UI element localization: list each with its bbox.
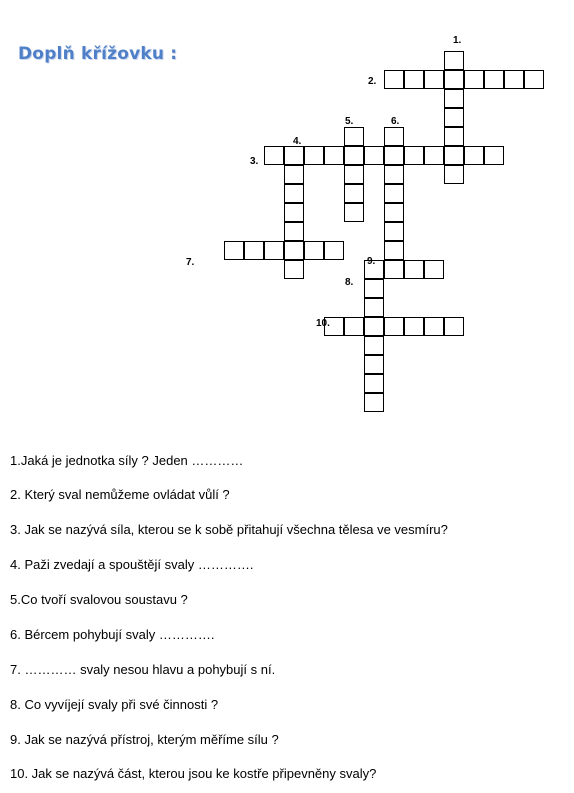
crossword-cell[interactable] <box>444 89 464 108</box>
crossword-cell[interactable] <box>524 70 544 89</box>
crossword-cell[interactable] <box>444 127 464 146</box>
crossword-cell[interactable] <box>404 260 424 279</box>
crossword-cell[interactable] <box>364 317 384 336</box>
crossword-cell[interactable] <box>224 241 244 260</box>
crossword-cell[interactable] <box>284 165 304 184</box>
crossword-cell[interactable] <box>264 241 284 260</box>
question-10: 10. Jak se nazývá část, kterou jsou ke kostře připevněny svaly? <box>10 766 377 781</box>
crossword-cell[interactable] <box>484 146 504 165</box>
crossword-cell[interactable] <box>444 51 464 70</box>
question-4: 4. Paži zvedají a spouštějí svaly …………. <box>10 557 254 572</box>
crossword-cell[interactable] <box>264 146 284 165</box>
crossword-cell[interactable] <box>324 146 344 165</box>
crossword-cell[interactable] <box>344 127 364 146</box>
crossword-cell[interactable] <box>344 165 364 184</box>
crossword-cell[interactable] <box>364 374 384 393</box>
crossword-cell[interactable] <box>284 222 304 241</box>
crossword-cell[interactable] <box>444 70 464 89</box>
page-title: Doplň křížovku : <box>18 44 178 64</box>
crossword-cell[interactable] <box>384 146 404 165</box>
crossword-cell[interactable] <box>344 317 364 336</box>
crossword-cell[interactable] <box>404 146 424 165</box>
crossword-cell[interactable] <box>364 279 384 298</box>
crossword-cell[interactable] <box>484 70 504 89</box>
crossword-cell[interactable] <box>384 317 404 336</box>
crossword-cell[interactable] <box>424 146 444 165</box>
crossword-cell[interactable] <box>304 146 324 165</box>
clue-number-10: 10. <box>316 318 330 329</box>
clue-number-9: 9. <box>367 256 376 267</box>
clue-number-8: 8. <box>345 277 354 288</box>
crossword-cell[interactable] <box>464 146 484 165</box>
crossword-cell[interactable] <box>444 146 464 165</box>
clue-number-4: 4. <box>293 136 302 147</box>
crossword-cell[interactable] <box>444 317 464 336</box>
crossword-cell[interactable] <box>404 317 424 336</box>
crossword-cell[interactable] <box>384 70 404 89</box>
crossword-cell[interactable] <box>364 393 384 412</box>
crossword-cell[interactable] <box>364 146 384 165</box>
crossword-cell[interactable] <box>284 260 304 279</box>
crossword-cell[interactable] <box>284 241 304 260</box>
crossword-cell[interactable] <box>324 241 344 260</box>
crossword-cell[interactable] <box>384 165 404 184</box>
crossword-cell[interactable] <box>384 203 404 222</box>
question-9: 9. Jak se nazývá přístroj, kterým měříme sílu ? <box>10 732 279 747</box>
clue-number-7: 7. <box>186 257 195 268</box>
crossword-cell[interactable] <box>364 336 384 355</box>
clue-number-5: 5. <box>345 116 354 127</box>
crossword-cell[interactable] <box>464 70 484 89</box>
question-1: 1.Jaká je jednotka síly ? Jeden ………… <box>10 453 244 468</box>
clue-number-2: 2. <box>368 76 377 87</box>
question-3: 3. Jak se nazývá síla, kterou se k sobě přitahují všechna tělesa ve vesmíru? <box>10 522 448 537</box>
clue-number-6: 6. <box>391 116 400 127</box>
crossword-cell[interactable] <box>284 184 304 203</box>
crossword-cell[interactable] <box>344 203 364 222</box>
crossword-cell[interactable] <box>444 108 464 127</box>
crossword-cell[interactable] <box>304 241 324 260</box>
crossword-cell[interactable] <box>344 184 364 203</box>
crossword-cell[interactable] <box>344 146 364 165</box>
crossword-cell[interactable] <box>284 203 304 222</box>
crossword-cell[interactable] <box>504 70 524 89</box>
crossword-cell[interactable] <box>424 317 444 336</box>
crossword-cell[interactable] <box>384 260 404 279</box>
question-2: 2. Který sval nemůžeme ovládat vůlí ? <box>10 487 230 502</box>
crossword-cell[interactable] <box>424 70 444 89</box>
question-5: 5.Co tvoří svalovou soustavu ? <box>10 592 188 607</box>
crossword-cell[interactable] <box>364 355 384 374</box>
clue-number-1: 1. <box>453 35 462 46</box>
crossword-cell[interactable] <box>404 70 424 89</box>
crossword-cell[interactable] <box>284 146 304 165</box>
clue-number-3: 3. <box>250 156 259 167</box>
crossword-cell[interactable] <box>424 260 444 279</box>
crossword-cell[interactable] <box>244 241 264 260</box>
crossword-cell[interactable] <box>384 184 404 203</box>
question-7: 7. ………… svaly nesou hlavu a pohybují s ní. <box>10 662 276 677</box>
crossword-cell[interactable] <box>364 298 384 317</box>
question-8: 8. Co vyvíjejí svaly při své činnosti ? <box>10 697 219 712</box>
crossword-cell[interactable] <box>384 241 404 260</box>
crossword-cell[interactable] <box>444 165 464 184</box>
crossword-cell[interactable] <box>384 127 404 146</box>
question-6: 6. Bércem pohybují svaly …………. <box>10 627 215 642</box>
crossword-cell[interactable] <box>384 222 404 241</box>
